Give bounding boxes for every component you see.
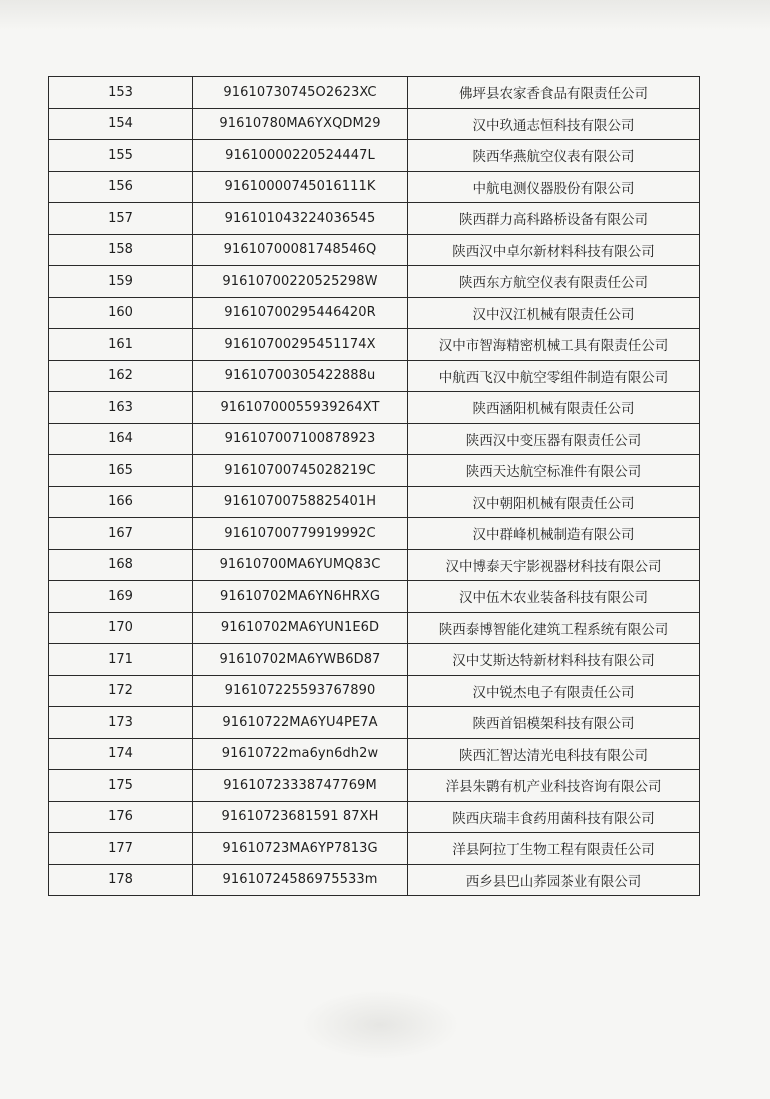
table-row	[49, 801, 700, 833]
credit-code-cell: 91610702MA6YUN1E6D	[193, 612, 408, 644]
credit-code-cell: 91610702MA6YWB6D87	[193, 644, 408, 676]
row-number-cell: 153	[49, 77, 193, 109]
row-number-cell: 172	[49, 675, 193, 707]
company-name-cell: 汉中博泰天宇影视器材科技有限公司	[408, 549, 700, 581]
table-row	[49, 297, 700, 329]
row-number-cell: 165	[49, 455, 193, 487]
company-name-cell: 陕西汉中变压器有限责任公司	[408, 423, 700, 455]
row-number-cell: 159	[49, 266, 193, 298]
credit-code-cell: 91610700779919992C	[193, 518, 408, 550]
table-row	[49, 738, 700, 770]
company-name-cell: 陕西群力高科路桥设备有限公司	[408, 203, 700, 235]
table-row	[49, 140, 700, 172]
credit-code-cell: 91610723MA6YP7813G	[193, 833, 408, 865]
credit-code-cell: 91610700305422888u	[193, 360, 408, 392]
company-name-cell: 汉中市智海精密机械工具有限责任公司	[408, 329, 700, 361]
row-number-cell: 166	[49, 486, 193, 518]
credit-code-cell: 91610722MA6YU4PE7A	[193, 707, 408, 739]
company-name-cell: 中航西飞汉中航空零组件制造有限公司	[408, 360, 700, 392]
table-row	[49, 486, 700, 518]
row-number-cell: 176	[49, 801, 193, 833]
table-row	[49, 833, 700, 865]
table-row	[49, 581, 700, 613]
company-name-cell: 汉中朝阳机械有限责任公司	[408, 486, 700, 518]
credit-code-cell: 91610700055939264XT	[193, 392, 408, 424]
company-name-cell: 汉中伍木农业装备科技有限公司	[408, 581, 700, 613]
row-number-cell: 164	[49, 423, 193, 455]
row-number-cell: 154	[49, 108, 193, 140]
table-row	[49, 77, 700, 109]
company-name-cell: 汉中群峰机械制造有限公司	[408, 518, 700, 550]
company-name-cell: 陕西汉中卓尔新材料科技有限公司	[408, 234, 700, 266]
table-row	[49, 203, 700, 235]
row-number-cell: 161	[49, 329, 193, 361]
credit-code-cell: 916107225593767890	[193, 675, 408, 707]
credit-code-cell: 91610702MA6YN6HRXG	[193, 581, 408, 613]
credit-code-cell: 91610000745016111K	[193, 171, 408, 203]
credit-code-cell: 91610723681591 87XH	[193, 801, 408, 833]
table-row	[49, 423, 700, 455]
company-name-cell: 陕西东方航空仪表有限责任公司	[408, 266, 700, 298]
row-number-cell: 156	[49, 171, 193, 203]
table-row	[49, 329, 700, 361]
row-number-cell: 178	[49, 864, 193, 896]
credit-code-cell: 91610700MA6YUMQ83C	[193, 549, 408, 581]
table-row	[49, 549, 700, 581]
credit-code-cell: 91610700295451174X	[193, 329, 408, 361]
table-row	[49, 612, 700, 644]
table-row	[49, 234, 700, 266]
company-name-cell: 中航电测仪器股份有限公司	[408, 171, 700, 203]
table-row	[49, 864, 700, 896]
company-name-cell: 洋县朱鹮有机产业科技咨询有限公司	[408, 770, 700, 802]
row-number-cell: 158	[49, 234, 193, 266]
company-name-cell: 陕西汇智达清光电科技有限公司	[408, 738, 700, 770]
credit-code-cell: 91610700081748546Q	[193, 234, 408, 266]
row-number-cell: 169	[49, 581, 193, 613]
company-name-cell: 陕西天达航空标准件有限公司	[408, 455, 700, 487]
credit-code-cell: 91610722ma6yn6dh2w	[193, 738, 408, 770]
table-row	[49, 644, 700, 676]
table-row	[49, 675, 700, 707]
table-body	[49, 77, 700, 896]
company-name-cell: 佛坪县农家香食品有限责任公司	[408, 77, 700, 109]
company-name-cell: 汉中玖通志恒科技有限公司	[408, 108, 700, 140]
company-name-cell: 汉中锐杰电子有限责任公司	[408, 675, 700, 707]
credit-code-cell: 91610723338747769M	[193, 770, 408, 802]
row-number-cell: 168	[49, 549, 193, 581]
credit-code-cell: 91610724586975533m	[193, 864, 408, 896]
company-name-cell: 陕西涵阳机械有限责任公司	[408, 392, 700, 424]
row-number-cell: 163	[49, 392, 193, 424]
credit-code-cell: 91610730745O2623XC	[193, 77, 408, 109]
company-name-cell: 陕西华燕航空仪表有限公司	[408, 140, 700, 172]
row-number-cell: 170	[49, 612, 193, 644]
company-registry-table	[48, 76, 700, 896]
company-name-cell: 陕西首铝模架科技有限公司	[408, 707, 700, 739]
row-number-cell: 155	[49, 140, 193, 172]
credit-code-cell: 91610700295446420R	[193, 297, 408, 329]
row-number-cell: 171	[49, 644, 193, 676]
row-number-cell: 160	[49, 297, 193, 329]
table-row	[49, 707, 700, 739]
row-number-cell: 162	[49, 360, 193, 392]
row-number-cell: 167	[49, 518, 193, 550]
credit-code-cell: 916107007100878923	[193, 423, 408, 455]
company-name-cell: 陕西庆瑞丰食药用菌科技有限公司	[408, 801, 700, 833]
credit-code-cell: 91610700220525298W	[193, 266, 408, 298]
company-name-cell: 洋县阿拉丁生物工程有限责任公司	[408, 833, 700, 865]
credit-code-cell: 916101043224036545	[193, 203, 408, 235]
row-number-cell: 173	[49, 707, 193, 739]
company-name-cell: 西乡县巴山荞园茶业有限公司	[408, 864, 700, 896]
company-name-cell: 汉中汉江机械有限责任公司	[408, 297, 700, 329]
table-row	[49, 108, 700, 140]
credit-code-cell: 91610700745028219C	[193, 455, 408, 487]
credit-code-cell: 91610700758825401H	[193, 486, 408, 518]
company-name-cell: 陕西泰博智能化建筑工程系统有限公司	[408, 612, 700, 644]
credit-code-cell: 91610000220524447L	[193, 140, 408, 172]
table-row	[49, 360, 700, 392]
row-number-cell: 157	[49, 203, 193, 235]
table-row	[49, 392, 700, 424]
scan-smudge	[300, 990, 460, 1060]
table-row	[49, 171, 700, 203]
row-number-cell: 174	[49, 738, 193, 770]
row-number-cell: 177	[49, 833, 193, 865]
table-row	[49, 266, 700, 298]
table-row	[49, 518, 700, 550]
row-number-cell: 175	[49, 770, 193, 802]
company-name-cell: 汉中艾斯达特新材料科技有限公司	[408, 644, 700, 676]
scan-shadow	[0, 0, 770, 30]
table-row	[49, 770, 700, 802]
credit-code-cell: 91610780MA6YXQDM29	[193, 108, 408, 140]
table-row	[49, 455, 700, 487]
